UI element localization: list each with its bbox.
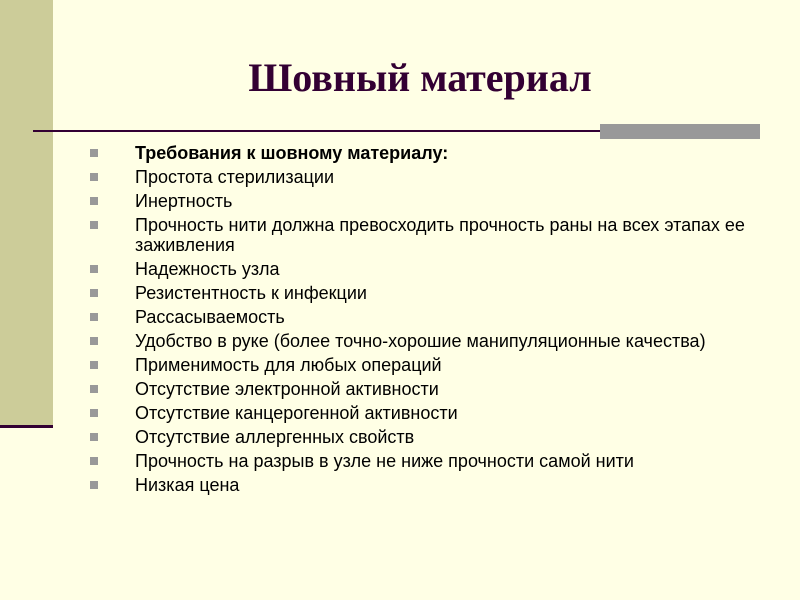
list-item bbox=[87, 451, 767, 471]
list-item bbox=[87, 307, 767, 327]
left-bar-underline bbox=[0, 425, 53, 428]
list-item-text: Требования к шовному материалу: bbox=[135, 143, 449, 163]
square-bullet-icon bbox=[90, 197, 98, 205]
square-bullet-icon bbox=[90, 433, 98, 441]
list-item bbox=[87, 215, 767, 255]
square-bullet-icon bbox=[90, 221, 98, 229]
list-item-text: Отсутствие канцерогенной активности bbox=[135, 403, 458, 423]
list-item-text: Резистентность к инфекции bbox=[135, 283, 367, 303]
slide-title: Шовный материал bbox=[248, 55, 592, 100]
list-item bbox=[87, 475, 767, 495]
list-item-text: Рассасываемость bbox=[135, 307, 285, 327]
list-item-text: Удобство в руке (более точно-хорошие манипуляционные качества) bbox=[135, 331, 706, 351]
list-item-text: Инертность bbox=[135, 191, 233, 211]
square-bullet-icon bbox=[90, 361, 98, 369]
square-bullet-icon bbox=[90, 149, 98, 157]
list-item bbox=[87, 427, 767, 447]
square-bullet-icon bbox=[90, 409, 98, 417]
bullet-list bbox=[87, 143, 767, 499]
list-item-text: Надежность узла bbox=[135, 259, 280, 279]
square-bullet-icon bbox=[90, 173, 98, 181]
list-item-text: Отсутствие электронной активности bbox=[135, 379, 439, 399]
list-item bbox=[87, 259, 767, 279]
title-divider-block bbox=[600, 124, 760, 139]
list-item-text: Низкая цена bbox=[135, 475, 240, 495]
square-bullet-icon bbox=[90, 289, 98, 297]
square-bullet-icon bbox=[90, 457, 98, 465]
square-bullet-icon bbox=[90, 265, 98, 273]
list-item bbox=[87, 283, 767, 303]
list-item-text: Отсутствие аллергенных свойств bbox=[135, 427, 415, 447]
list-item bbox=[87, 403, 767, 423]
list-item bbox=[87, 355, 767, 375]
list-item bbox=[87, 167, 767, 187]
list-item bbox=[87, 331, 767, 351]
square-bullet-icon bbox=[90, 385, 98, 393]
list-item-text: Прочность нити должна превосходить прочность раны на всех этапах ее заживления bbox=[135, 215, 745, 255]
square-bullet-icon bbox=[90, 313, 98, 321]
square-bullet-icon bbox=[90, 337, 98, 345]
list-item bbox=[87, 191, 767, 211]
list-item bbox=[87, 379, 767, 399]
square-bullet-icon bbox=[90, 481, 98, 489]
list-item-text: Простота стерилизации bbox=[135, 167, 335, 187]
title-divider-line bbox=[33, 130, 600, 132]
list-item-text: Прочность на разрыв в узле не ниже прочности самой нити bbox=[135, 451, 634, 471]
list-item bbox=[87, 143, 767, 163]
list-item-text: Применимость для любых операций bbox=[135, 355, 442, 375]
